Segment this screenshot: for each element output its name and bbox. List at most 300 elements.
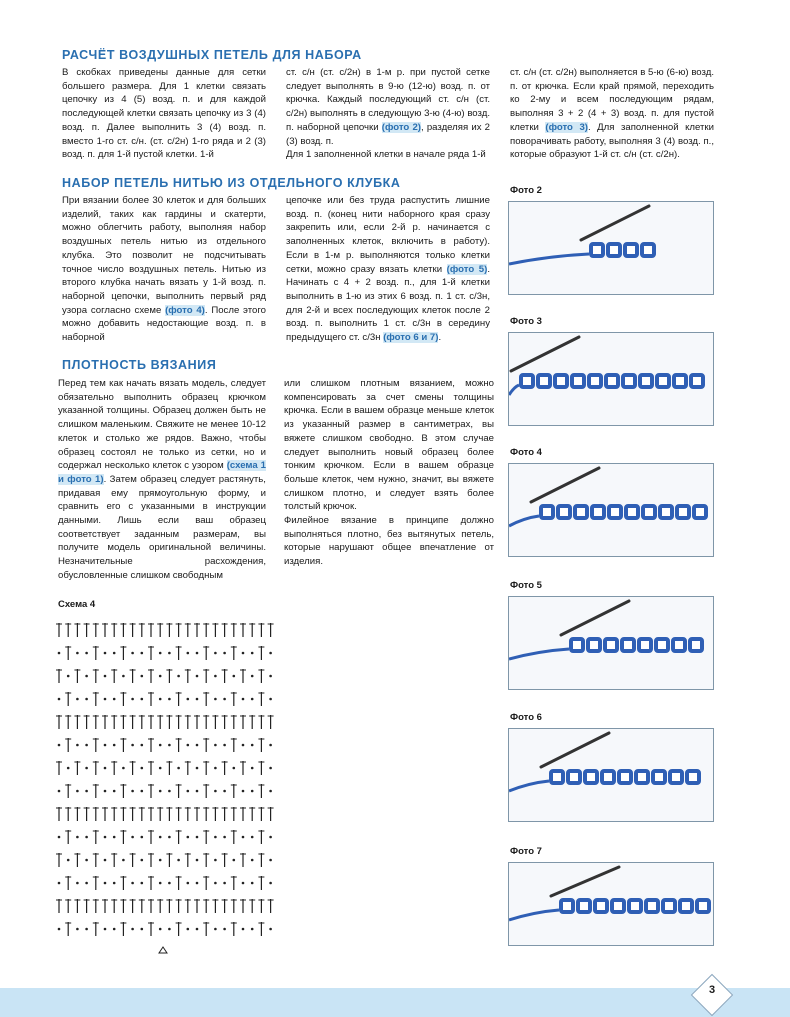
mesh-cell — [578, 900, 590, 912]
gauge-col2 — [284, 377, 494, 569]
scheme-symbol — [56, 715, 62, 729]
ref-scheme1-photo1: (схема 1 и фото 1) — [58, 460, 266, 485]
mesh-cell — [608, 244, 620, 256]
scheme-symbol — [166, 853, 172, 867]
scheme-symbol — [104, 928, 107, 931]
scheme-symbol — [67, 767, 70, 770]
page-number: 3 — [708, 984, 716, 996]
scheme-symbol — [85, 744, 88, 747]
scheme-symbol — [120, 830, 126, 844]
scheme-symbol — [177, 859, 180, 862]
scheme-symbol — [130, 669, 136, 683]
scheme-symbol — [67, 859, 70, 862]
calc-col2-a: ст. с/н (ст. с/2н) в 1-м р. при пустой сетке следует выполнять в 9-ю (12-ю) возд. п. от крючка. Каждый последующий ст. с/н (ст. с/2н) выполнять в следующую 3-ю (4-ю) возд. п. наборной цепочки — [286, 67, 490, 133]
scheme-symbol — [269, 767, 272, 770]
scheme-symbol — [67, 675, 70, 678]
scheme-symbol — [58, 652, 61, 655]
scheme-symbol — [74, 853, 80, 867]
scheme-symbol — [102, 623, 108, 637]
scheme-symbol — [185, 761, 191, 775]
gauge-col1-b: . Затем образец следует растянуть, придавая ему прямоугольную форму, и сравнить его с указанными в инструкции данными. Лишь если ваш образец соответствует заданным размерам, вы получите модель оригинальной величины. Незначительные расхождения, обусловленные слишком свободным — [58, 473, 266, 581]
crochet-hook — [531, 468, 599, 502]
scheme-symbol — [242, 744, 245, 747]
mesh-cell — [697, 900, 709, 912]
mesh-cell — [568, 771, 580, 783]
mesh-cell — [670, 771, 682, 783]
scheme-symbol — [258, 761, 264, 775]
scheme-symbol — [196, 790, 199, 793]
scheme-symbol — [168, 790, 171, 793]
mesh-cell — [575, 506, 587, 518]
scheme-symbol — [185, 853, 191, 867]
heading-calc: РАСЧЁТ ВОЗДУШНЫХ ПЕТЕЛЬ ДЛЯ НАБОРА — [62, 48, 362, 62]
scheme-symbol — [249, 899, 255, 913]
scheme-symbol — [120, 623, 126, 637]
scheme-symbol — [131, 928, 134, 931]
scheme-symbol — [269, 928, 272, 931]
scheme-symbol — [93, 738, 99, 752]
scheme-symbol — [104, 859, 107, 862]
crochet-hook — [541, 733, 609, 767]
photo-frame-6 — [508, 728, 714, 822]
scheme-symbol — [148, 853, 154, 867]
scheme-symbol — [148, 623, 154, 637]
scheme-symbol — [141, 744, 144, 747]
scheme-symbol — [203, 784, 209, 798]
photo-label-2: Фото 2 — [510, 185, 542, 196]
scheme-symbol — [251, 882, 254, 885]
scheme-symbol — [93, 876, 99, 890]
scheme-symbol — [196, 744, 199, 747]
scheme-symbol — [187, 928, 190, 931]
scheme-symbol — [166, 715, 172, 729]
scheme-symbol — [240, 623, 246, 637]
mesh-cell — [640, 375, 652, 387]
scheme-symbol — [194, 807, 200, 821]
footer-band — [0, 988, 790, 1017]
scheme-symbol — [185, 899, 191, 913]
scheme-symbol — [203, 692, 209, 706]
crochet-photo-2 — [509, 202, 713, 294]
scheme-symbol — [231, 623, 237, 637]
mesh-cell — [660, 506, 672, 518]
scheme-symbol — [120, 646, 126, 660]
scheme-symbol — [56, 807, 62, 821]
scheme-symbol — [203, 853, 209, 867]
scheme-symbol — [159, 859, 162, 862]
scheme-symbol — [269, 836, 272, 839]
scheme-symbol — [258, 922, 264, 936]
mesh-cell — [551, 771, 563, 783]
yarn-tail — [509, 781, 549, 791]
calc-col2-c: Для 1 заполненной клетки в начале ряда 1-й — [286, 149, 486, 161]
scheme-symbol — [74, 623, 80, 637]
scheme-symbol — [113, 698, 116, 701]
scheme-symbol — [93, 761, 99, 775]
scheme-symbol — [65, 646, 71, 660]
scheme-symbol — [231, 830, 237, 844]
scheme-symbol — [176, 646, 182, 660]
scheme-symbol — [130, 623, 136, 637]
scheme-symbol — [203, 715, 209, 729]
scheme-symbol — [159, 698, 162, 701]
mesh-cell — [677, 506, 689, 518]
yarn-col1-a: При вязании более 30 клеток и для больших изделий, таких как гардины и скатерти, можно облегчить работу, выполняя набор воздушных петель нитью из отдельного клубка. Это позволит не подсчитывать точное число воздушных петель. Нитью из второго клубка начать вязать у 1-й возд. п. наборной цепочки, выполнить первый ряд узора согласно схеме — [62, 195, 266, 316]
scheme-start-marker — [159, 947, 167, 953]
scheme-symbol — [214, 698, 217, 701]
mesh-cell — [653, 771, 665, 783]
scheme-symbol — [74, 807, 80, 821]
scheme-symbol — [242, 698, 245, 701]
scheme-symbol — [141, 859, 144, 862]
scheme-symbol — [269, 675, 272, 678]
calc-col3-text — [510, 66, 714, 162]
scheme-symbol — [194, 623, 200, 637]
scheme-symbol — [111, 761, 117, 775]
scheme-symbol — [111, 853, 117, 867]
heading-yarn: НАБОР ПЕТЕЛЬ НИТЬЮ ИЗ ОТДЕЛЬНОГО КЛУБКА — [62, 176, 401, 190]
scheme-symbol — [240, 853, 246, 867]
scheme-symbol — [240, 899, 246, 913]
mesh-cell — [656, 639, 668, 651]
scheme-symbol — [268, 623, 274, 637]
scheme-symbol — [231, 899, 237, 913]
mesh-cell — [687, 771, 699, 783]
scheme-symbol — [185, 807, 191, 821]
scheme-symbol — [84, 623, 90, 637]
scheme-symbol — [93, 830, 99, 844]
scheme-symbol — [148, 807, 154, 821]
scheme-symbol — [111, 899, 117, 913]
photo-label-6: Фото 6 — [510, 712, 542, 723]
scheme-symbol — [233, 675, 236, 678]
ref-photo2: (фото 2) — [381, 121, 421, 133]
scheme-symbol — [203, 922, 209, 936]
scheme-symbol — [223, 836, 226, 839]
scheme-symbol — [157, 899, 163, 913]
scheme-symbol — [185, 715, 191, 729]
scheme-symbol — [168, 928, 171, 931]
scheme-symbol — [168, 882, 171, 885]
photo-frame-7 — [508, 862, 714, 946]
scheme-symbol — [203, 876, 209, 890]
scheme-symbol — [166, 623, 172, 637]
scheme-symbol — [176, 876, 182, 890]
scheme-symbol — [74, 669, 80, 683]
scheme-symbol — [258, 876, 264, 890]
scheme-symbol — [233, 767, 236, 770]
mesh-cell — [642, 244, 654, 256]
photo-label-4: Фото 4 — [510, 447, 542, 458]
scheme-symbol — [214, 744, 217, 747]
scheme-symbol — [56, 761, 62, 775]
scheme-symbol — [242, 836, 245, 839]
scheme-symbol — [233, 859, 236, 862]
scheme-symbol — [223, 744, 226, 747]
scheme-symbol — [65, 807, 71, 821]
scheme-symbol — [120, 899, 126, 913]
scheme-symbol — [231, 922, 237, 936]
scheme-symbol — [58, 928, 61, 931]
mesh-cell — [674, 375, 686, 387]
scheme-symbol — [251, 790, 254, 793]
scheme-symbol — [58, 790, 61, 793]
scheme-symbol — [131, 882, 134, 885]
scheme-symbol — [85, 928, 88, 931]
scheme-symbol — [104, 790, 107, 793]
scheme-symbol — [196, 767, 199, 770]
yarn-col1 — [62, 194, 266, 345]
scheme-symbol — [258, 853, 264, 867]
scheme-symbol — [93, 646, 99, 660]
scheme-symbol — [141, 675, 144, 678]
scheme-symbol — [130, 853, 136, 867]
scheme-symbol — [196, 928, 199, 931]
scheme-symbol — [240, 761, 246, 775]
mesh-cell — [673, 639, 685, 651]
scheme-symbol — [93, 692, 99, 706]
scheme-symbol — [269, 652, 272, 655]
scheme-symbol — [131, 790, 134, 793]
scheme-symbol — [196, 836, 199, 839]
calc-col3 — [510, 66, 714, 162]
scheme-symbol — [139, 899, 145, 913]
scheme-symbol — [56, 899, 62, 913]
scheme-symbol — [269, 790, 272, 793]
scheme-symbol — [185, 669, 191, 683]
scheme-symbol — [93, 715, 99, 729]
scheme-symbol — [203, 646, 209, 660]
mesh-cell — [612, 900, 624, 912]
scheme-symbol — [168, 698, 171, 701]
scheme-symbol — [231, 646, 237, 660]
scheme-symbol — [187, 698, 190, 701]
scheme-symbol — [76, 836, 79, 839]
scheme-symbol — [214, 652, 217, 655]
scheme-symbol — [223, 882, 226, 885]
scheme-symbol — [122, 767, 125, 770]
crochet-hook — [561, 601, 629, 635]
gauge-col2-a: или слишком плотным вязанием, можно компенсировать за счет смены толщины крючка. Если в вашем образце меньше клеток из указанный размер в сантиметрах, вы вяжете слишком свободно. В этом случае следует выполнить новый образец более тонким крючком. Если в вашем образце больше клеток, чем нужно, значит, вы вяжете слишком плотно, и следует взять более толстый крючок. — [284, 378, 494, 513]
scheme-symbol — [212, 807, 218, 821]
scheme-symbol — [58, 882, 61, 885]
scheme-symbol — [176, 738, 182, 752]
mesh-cell — [605, 639, 617, 651]
crochet-photo-4 — [509, 464, 713, 556]
scheme-symbol — [74, 761, 80, 775]
photo-frame-3 — [508, 332, 714, 426]
scheme-symbol — [159, 928, 162, 931]
scheme-symbol — [131, 744, 134, 747]
scheme-symbol — [231, 784, 237, 798]
scheme-symbol — [76, 790, 79, 793]
mesh-cell — [643, 506, 655, 518]
scheme-symbol — [141, 836, 144, 839]
scheme-symbol — [157, 623, 163, 637]
crochet-hook — [511, 337, 579, 371]
scheme-symbol — [196, 675, 199, 678]
scheme-symbol — [159, 652, 162, 655]
scheme-symbol — [131, 698, 134, 701]
mesh-cell — [639, 639, 651, 651]
scheme-symbol — [148, 669, 154, 683]
scheme-symbol — [74, 715, 80, 729]
scheme-symbol — [185, 623, 191, 637]
scheme-symbol — [76, 744, 79, 747]
scheme-symbol — [159, 744, 162, 747]
scheme-symbol — [157, 807, 163, 821]
yarn-tail — [509, 254, 589, 264]
scheme-title: Схема 4 — [58, 599, 96, 610]
crochet-hook — [551, 867, 619, 896]
mesh-cell — [691, 375, 703, 387]
scheme-symbol — [194, 899, 200, 913]
scheme-symbol — [104, 652, 107, 655]
scheme-symbol — [168, 744, 171, 747]
scheme-symbol — [203, 761, 209, 775]
calc-col3-a: ст. с/н (ст. с/2н) выполняется в 5-ю (6-ю) возд. п. от крючка. Если край прямой, переходить ко 2-му и всем последующим рядам, выполняя 3 + 2 (4 + 3) возд. п. для пустой клетки — [510, 67, 714, 133]
scheme-symbol — [196, 698, 199, 701]
scheme-symbol — [214, 767, 217, 770]
yarn-col2-a: цепочке или без труда распустить лишние возд. п. (конец нити наборного края сразу закрепить или, если 2-й р. начинается с заполненных клеток, включить в работу). Если в 1-м р. выполняются только клетки сетки, можно сразу вязать клетки — [286, 195, 490, 275]
scheme-symbol — [203, 738, 209, 752]
scheme-symbol — [268, 715, 274, 729]
scheme-symbol — [240, 715, 246, 729]
ref-photo3: (фото 3) — [545, 121, 588, 133]
scheme-symbol — [131, 836, 134, 839]
scheme-symbol — [258, 830, 264, 844]
scheme-symbol — [231, 738, 237, 752]
scheme-symbol — [203, 899, 209, 913]
scheme-symbol — [93, 807, 99, 821]
scheme-symbol — [249, 807, 255, 821]
scheme-symbol — [93, 669, 99, 683]
scheme-symbol — [258, 623, 264, 637]
scheme-symbol — [222, 761, 228, 775]
scheme-symbol — [102, 899, 108, 913]
scheme-symbol — [141, 882, 144, 885]
scheme-symbol — [166, 899, 172, 913]
scheme-symbol — [242, 790, 245, 793]
scheme-symbol — [258, 715, 264, 729]
scheme-symbol — [168, 652, 171, 655]
scheme-symbol — [196, 652, 199, 655]
scheme-symbol — [56, 623, 62, 637]
scheme-symbol — [166, 761, 172, 775]
mesh-cell — [636, 771, 648, 783]
scheme-symbol — [251, 675, 254, 678]
scheme-symbol — [214, 928, 217, 931]
mesh-cell — [609, 506, 621, 518]
scheme-symbol — [148, 738, 154, 752]
scheme-symbol — [176, 807, 182, 821]
scheme-symbol — [120, 784, 126, 798]
scheme-symbol — [113, 928, 116, 931]
scheme-symbol — [222, 715, 228, 729]
mesh-cell — [595, 900, 607, 912]
heading-gauge: ПЛОТНОСТЬ ВЯЗАНИЯ — [62, 358, 217, 372]
scheme-symbol — [139, 715, 145, 729]
scheme-symbol — [269, 744, 272, 747]
scheme-symbol — [269, 882, 272, 885]
scheme-symbol — [113, 882, 116, 885]
scheme-symbol — [166, 807, 172, 821]
calc-col2 — [286, 66, 490, 162]
scheme-symbol — [148, 876, 154, 890]
scheme-symbol — [85, 698, 88, 701]
crochet-photo-3 — [509, 333, 713, 425]
calc-col3-b: . Для заполненной клетки поворачивать работу, выполняя 3 (4) возд. п., которые образуют 1-й ст. с/н (ст. с/2н). — [510, 121, 714, 161]
scheme-symbol — [139, 807, 145, 821]
scheme-symbol — [120, 876, 126, 890]
scheme-symbol — [102, 807, 108, 821]
scheme-symbol — [111, 669, 117, 683]
scheme-symbol — [141, 652, 144, 655]
scheme-symbol — [159, 790, 162, 793]
scheme-symbol — [166, 669, 172, 683]
scheme-symbol — [187, 836, 190, 839]
scheme-symbol — [196, 882, 199, 885]
crochet-hook — [581, 206, 649, 240]
scheme-symbol — [196, 859, 199, 862]
scheme-symbol — [141, 790, 144, 793]
scheme-symbol — [56, 669, 62, 683]
mesh-cell — [622, 639, 634, 651]
crochet-photo-6 — [509, 729, 713, 821]
scheme-symbol — [148, 830, 154, 844]
crochet-photo-5 — [509, 597, 713, 689]
scheme-symbol — [102, 715, 108, 729]
scheme-symbol — [240, 807, 246, 821]
scheme-symbol — [177, 675, 180, 678]
scheme-symbol — [157, 715, 163, 729]
scheme-symbol — [258, 807, 264, 821]
scheme-symbol — [111, 807, 117, 821]
crochet-photo-7 — [509, 863, 713, 945]
scheme-symbol — [251, 767, 254, 770]
scheme-symbol — [258, 738, 264, 752]
scheme-symbol — [223, 698, 226, 701]
mesh-cell — [592, 506, 604, 518]
scheme-symbol — [76, 928, 79, 931]
mesh-cell — [585, 771, 597, 783]
photo-label-7: Фото 7 — [510, 846, 542, 857]
mesh-cell — [572, 375, 584, 387]
mesh-cell — [690, 639, 702, 651]
scheme-symbol — [212, 899, 218, 913]
scheme-symbol — [258, 784, 264, 798]
scheme-symbol — [130, 761, 136, 775]
scheme-symbol — [159, 882, 162, 885]
mesh-cell — [521, 375, 533, 387]
ref-photo4: (фото 4) — [165, 304, 205, 316]
scheme-symbol — [222, 853, 228, 867]
ref-photo5: (фото 5) — [446, 263, 488, 275]
gauge-col1-text — [58, 377, 266, 583]
scheme-symbol — [251, 859, 254, 862]
scheme-symbol — [85, 675, 88, 678]
scheme-symbol — [251, 836, 254, 839]
ref-photo6-7: (фото 6 и 7) — [383, 332, 439, 344]
scheme-symbol — [223, 790, 226, 793]
scheme-symbol — [85, 882, 88, 885]
photo-frame-5 — [508, 596, 714, 690]
scheme-symbol — [104, 698, 107, 701]
scheme-symbol — [222, 623, 228, 637]
scheme-symbol — [111, 715, 117, 729]
scheme-symbol — [214, 675, 217, 678]
scheme-symbol — [76, 652, 79, 655]
